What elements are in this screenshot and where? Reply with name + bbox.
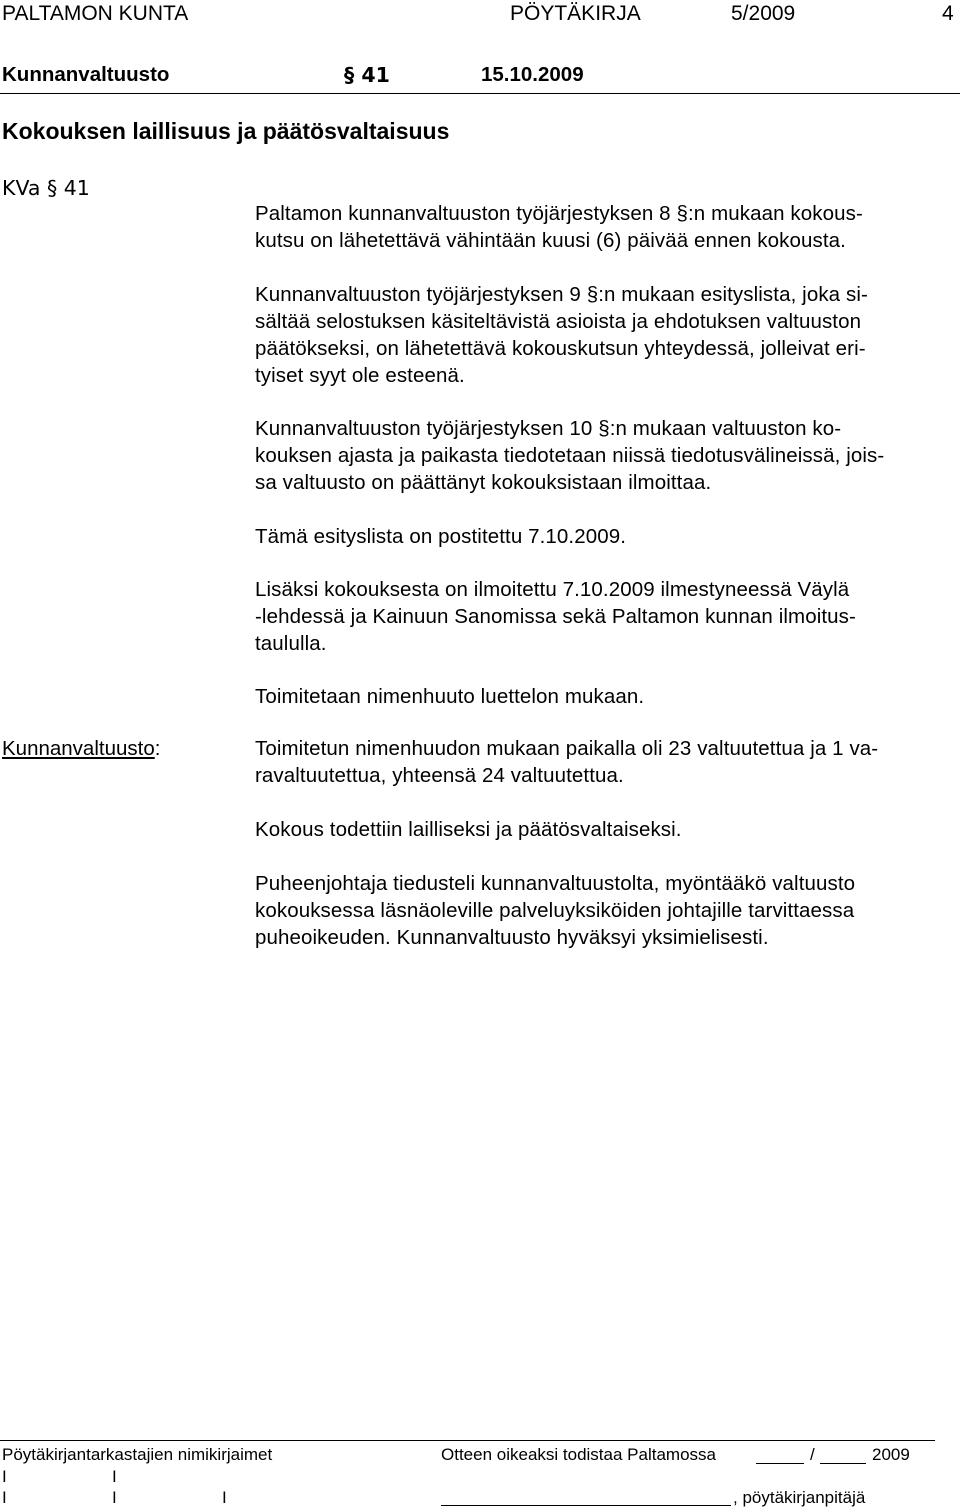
month-line <box>820 1463 866 1464</box>
secretary-label: , pöytäkirjanpitäjä <box>733 1488 866 1507</box>
certify-year: 2009 <box>872 1445 910 1464</box>
date-slash: / <box>810 1445 815 1464</box>
initials-separator: I <box>222 1488 227 1507</box>
decision-line: ravaltuutettua, yhteensä 24 valtuutettua. <box>255 764 624 787</box>
decision-line: kokouksessa läsnäoleville palveluyksiköiden johtajille tarvittaessa <box>255 899 855 922</box>
initials-separator: I <box>2 1488 7 1507</box>
decision-line: Toimitetun nimenhuudon mukaan paikalla oli 23 valtuutettua ja 1 va- <box>255 737 879 760</box>
decision-label-text: Kunnanvaltuusto <box>2 737 155 760</box>
paragraph-line: Tämä esityslista on postitettu 7.10.2009. <box>255 525 627 548</box>
page-title: Kokouksen laillisuus ja päätösvaltaisuus <box>2 118 450 144</box>
paragraph-line: Paltamon kunnanvaltuuston työjärjestyksen 8 §:n mukaan kokous- <box>255 202 863 225</box>
decision-line: Kokous todettiin lailliseksi ja päätösvaltaiseksi. <box>255 818 682 841</box>
page-number: 4 <box>942 2 954 25</box>
paragraph-line: -lehdessä ja Kainuun Sanomissa sekä Paltamon kunnan ilmoitus- <box>255 605 856 628</box>
decision-line: puheoikeuden. Kunnanvaltuusto hyväksyi yksimielisesti. <box>255 926 769 949</box>
paragraph-line: taululla. <box>255 632 327 655</box>
decision-line: Puheenjohtaja tiedusteli kunnanvaltuustolta, myöntääkö valtuusto <box>255 872 856 895</box>
initials-separator: I <box>112 1488 117 1507</box>
municipality-name: PALTAMON KUNTA <box>2 2 189 25</box>
document-type: PÖYTÄKIRJA <box>510 2 641 25</box>
meeting-body: Kunnanvaltuusto <box>2 63 170 86</box>
paragraph-line: Lisäksi kokouksesta on ilmoitettu 7.10.2009 ilmestyneessä Väylä <box>255 578 850 601</box>
section-reference: KVa § 41 <box>2 176 90 200</box>
paragraph-line: sältää selostuksen käsiteltävistä asioista ja ehdotuksen valtuuston <box>255 310 862 333</box>
decision-label-colon: : <box>154 737 161 760</box>
initials-separator: I <box>112 1467 117 1486</box>
header-rule <box>0 93 960 94</box>
day-month-line <box>756 1463 804 1464</box>
paragraph-line: Toimitetaan nimenhuuto luettelon mukaan. <box>255 685 645 708</box>
certify-label: Otteen oikeaksi todistaa Paltamossa <box>441 1445 716 1464</box>
paragraph-line: Kunnanvaltuuston työjärjestyksen 10 §:n mukaan valtuuston ko- <box>255 417 842 440</box>
secretary-signature-line <box>441 1505 731 1506</box>
decision-label <box>2 737 160 761</box>
document-number: 5/2009 <box>731 2 796 25</box>
paragraph-line: kouksen ajasta ja paikasta tiedotetaan niissä tiedotusvälineissä, jois- <box>255 444 885 467</box>
paragraph-line: sa valtuusto on päättänyt kokouksistaan ilmoittaa. <box>255 471 712 494</box>
paragraph-line: Kunnanvaltuuston työjärjestyksen 9 §:n mukaan esityslista, joka si- <box>255 283 868 306</box>
footer-rule <box>0 1440 935 1441</box>
paragraph-line: päätökseksi, on lähetettävä kokouskutsun yhteydessä, jolleivat eri- <box>255 337 866 360</box>
signatures-label: Pöytäkirjantarkastajien nimikirjaimet <box>2 1445 273 1464</box>
section-number: § 41 <box>344 63 390 87</box>
initials-separator: I <box>2 1467 7 1486</box>
paragraph-line: tyiset syyt ole esteenä. <box>255 364 465 387</box>
paragraph-line: kutsu on lähetettävä vähintään kuusi (6) päivää ennen kokousta. <box>255 229 846 252</box>
meeting-date: 15.10.2009 <box>481 63 584 86</box>
